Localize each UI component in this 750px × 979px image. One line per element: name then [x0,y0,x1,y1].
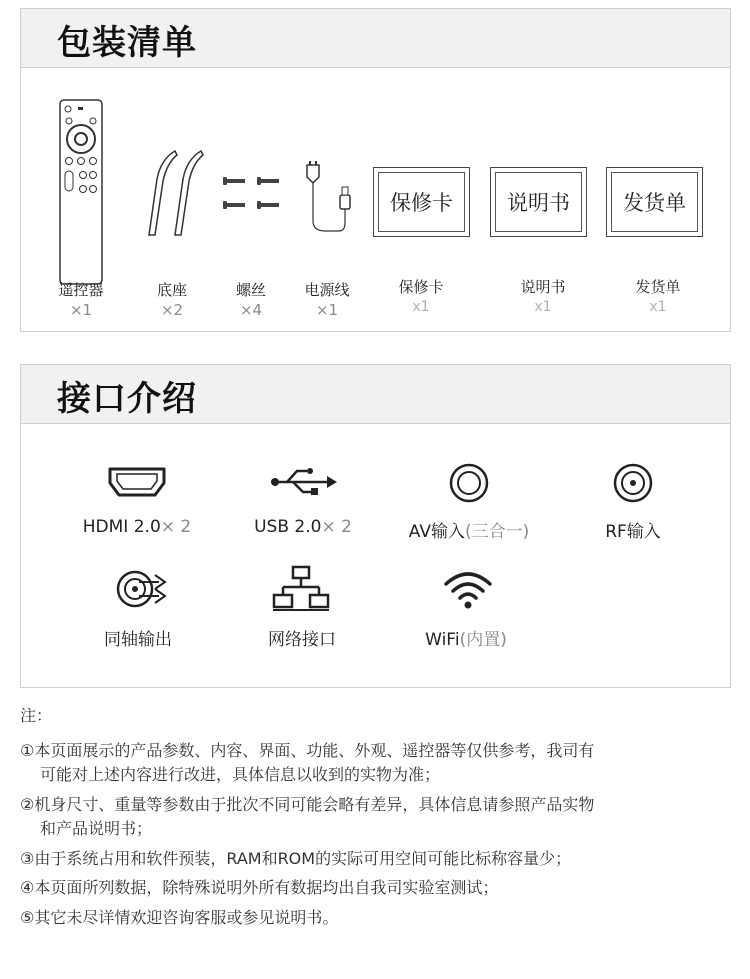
port-label-wifi [411,625,521,650]
note-item [20,906,730,931]
port-name: RF输入 [605,522,661,542]
packing-item-power-cable [287,280,367,320]
notes-heading: 注： [20,706,53,725]
manual-image [490,167,587,237]
port-name: HDMI 2.0 [82,517,161,537]
hdmi-icon [107,466,167,498]
port-label-network [247,625,357,650]
port-label-hdmi [77,517,197,537]
coaxial-output-icon [115,569,171,609]
port-name: 同轴输出 [104,630,172,650]
base-stand-icon [143,145,213,237]
port-suffix: (三合一) [464,522,530,542]
notes [20,704,730,930]
port-suffix: (内置) [459,630,507,650]
port-name: USB 2.0 [254,517,322,537]
item-label: 说明书 [520,278,566,296]
item-quantity: x1 [649,299,667,315]
note-item [20,793,730,842]
ports-section [20,364,731,688]
network-icon [273,565,329,611]
item-label: 发货单 [635,278,681,296]
note-line: ②机身尺寸、重量等参数由于批次不同可能会略有差异，具体信息请参照产品实物 [20,794,595,814]
note-item [20,739,730,788]
item-quantity: ×2 [160,301,184,319]
note-item [20,876,730,901]
packing-item-manual [503,277,583,317]
port-label-coaxial [83,625,193,650]
usb-icon [269,467,339,497]
warranty-card-text: 保修卡 [378,172,465,232]
packing-item-base [132,280,212,320]
note-line: ③由于系统占用和软件预装，RAM和ROM的实际可用空间可能比标称容量少； [20,848,572,868]
port-name: WiFi [425,630,460,650]
wifi-icon [443,568,493,610]
delivery-note-text: 发货单 [611,172,698,232]
manual-text: 说明书 [495,172,582,232]
av-input-icon [449,463,489,503]
warranty-card-image [373,167,470,237]
rf-input-icon [613,463,653,503]
note-line: ①本页面展示的产品参数、内容、界面、功能、外观、遥控器等仅供参考，我司有 [20,740,595,760]
port-name: AV输入 [408,522,465,542]
packing-list-section [20,8,731,332]
packing-item-warranty-card [381,277,461,317]
item-label: 遥控器 [58,281,104,299]
note-line: 可能对上述内容进行改进，具体信息以收到的实物为准； [40,765,441,784]
item-quantity: ×4 [239,301,263,319]
remote-control-icon [59,99,103,285]
item-label: 螺丝 [235,281,266,299]
port-name: 网络接口 [268,630,336,650]
note-line: 和产品说明书； [40,819,153,838]
packing-item-screws [211,280,291,320]
ports-title: 接口介绍 [57,379,197,419]
packing-item-remote [41,280,121,320]
port-label-av [399,517,539,542]
ports-header [21,365,730,424]
port-suffix: × 2 [160,517,192,537]
delivery-note-image [606,167,703,237]
item-label: 保修卡 [398,278,444,296]
item-quantity: ×1 [69,301,93,319]
power-cable-icon [299,161,357,237]
port-label-rf [583,517,683,542]
packing-list-header [21,9,730,68]
screws-icon [221,174,285,214]
packing-list-title: 包装清单 [57,23,197,63]
item-label: 电源线 [304,281,350,299]
note-line: ⑤其它未尽详情欢迎咨询客服或参见说明书。 [20,907,339,927]
port-label-usb [243,517,363,537]
packing-item-delivery-note [618,277,698,317]
note-line: ④本页面所列数据，除特殊说明外所有数据均出自我司实验室测试； [20,878,499,897]
item-quantity: x1 [534,299,552,315]
port-suffix: × 2 [321,517,352,537]
item-quantity: x1 [412,299,430,315]
item-label: 底座 [156,281,187,299]
note-item [20,847,730,872]
item-quantity: ×1 [315,301,339,319]
